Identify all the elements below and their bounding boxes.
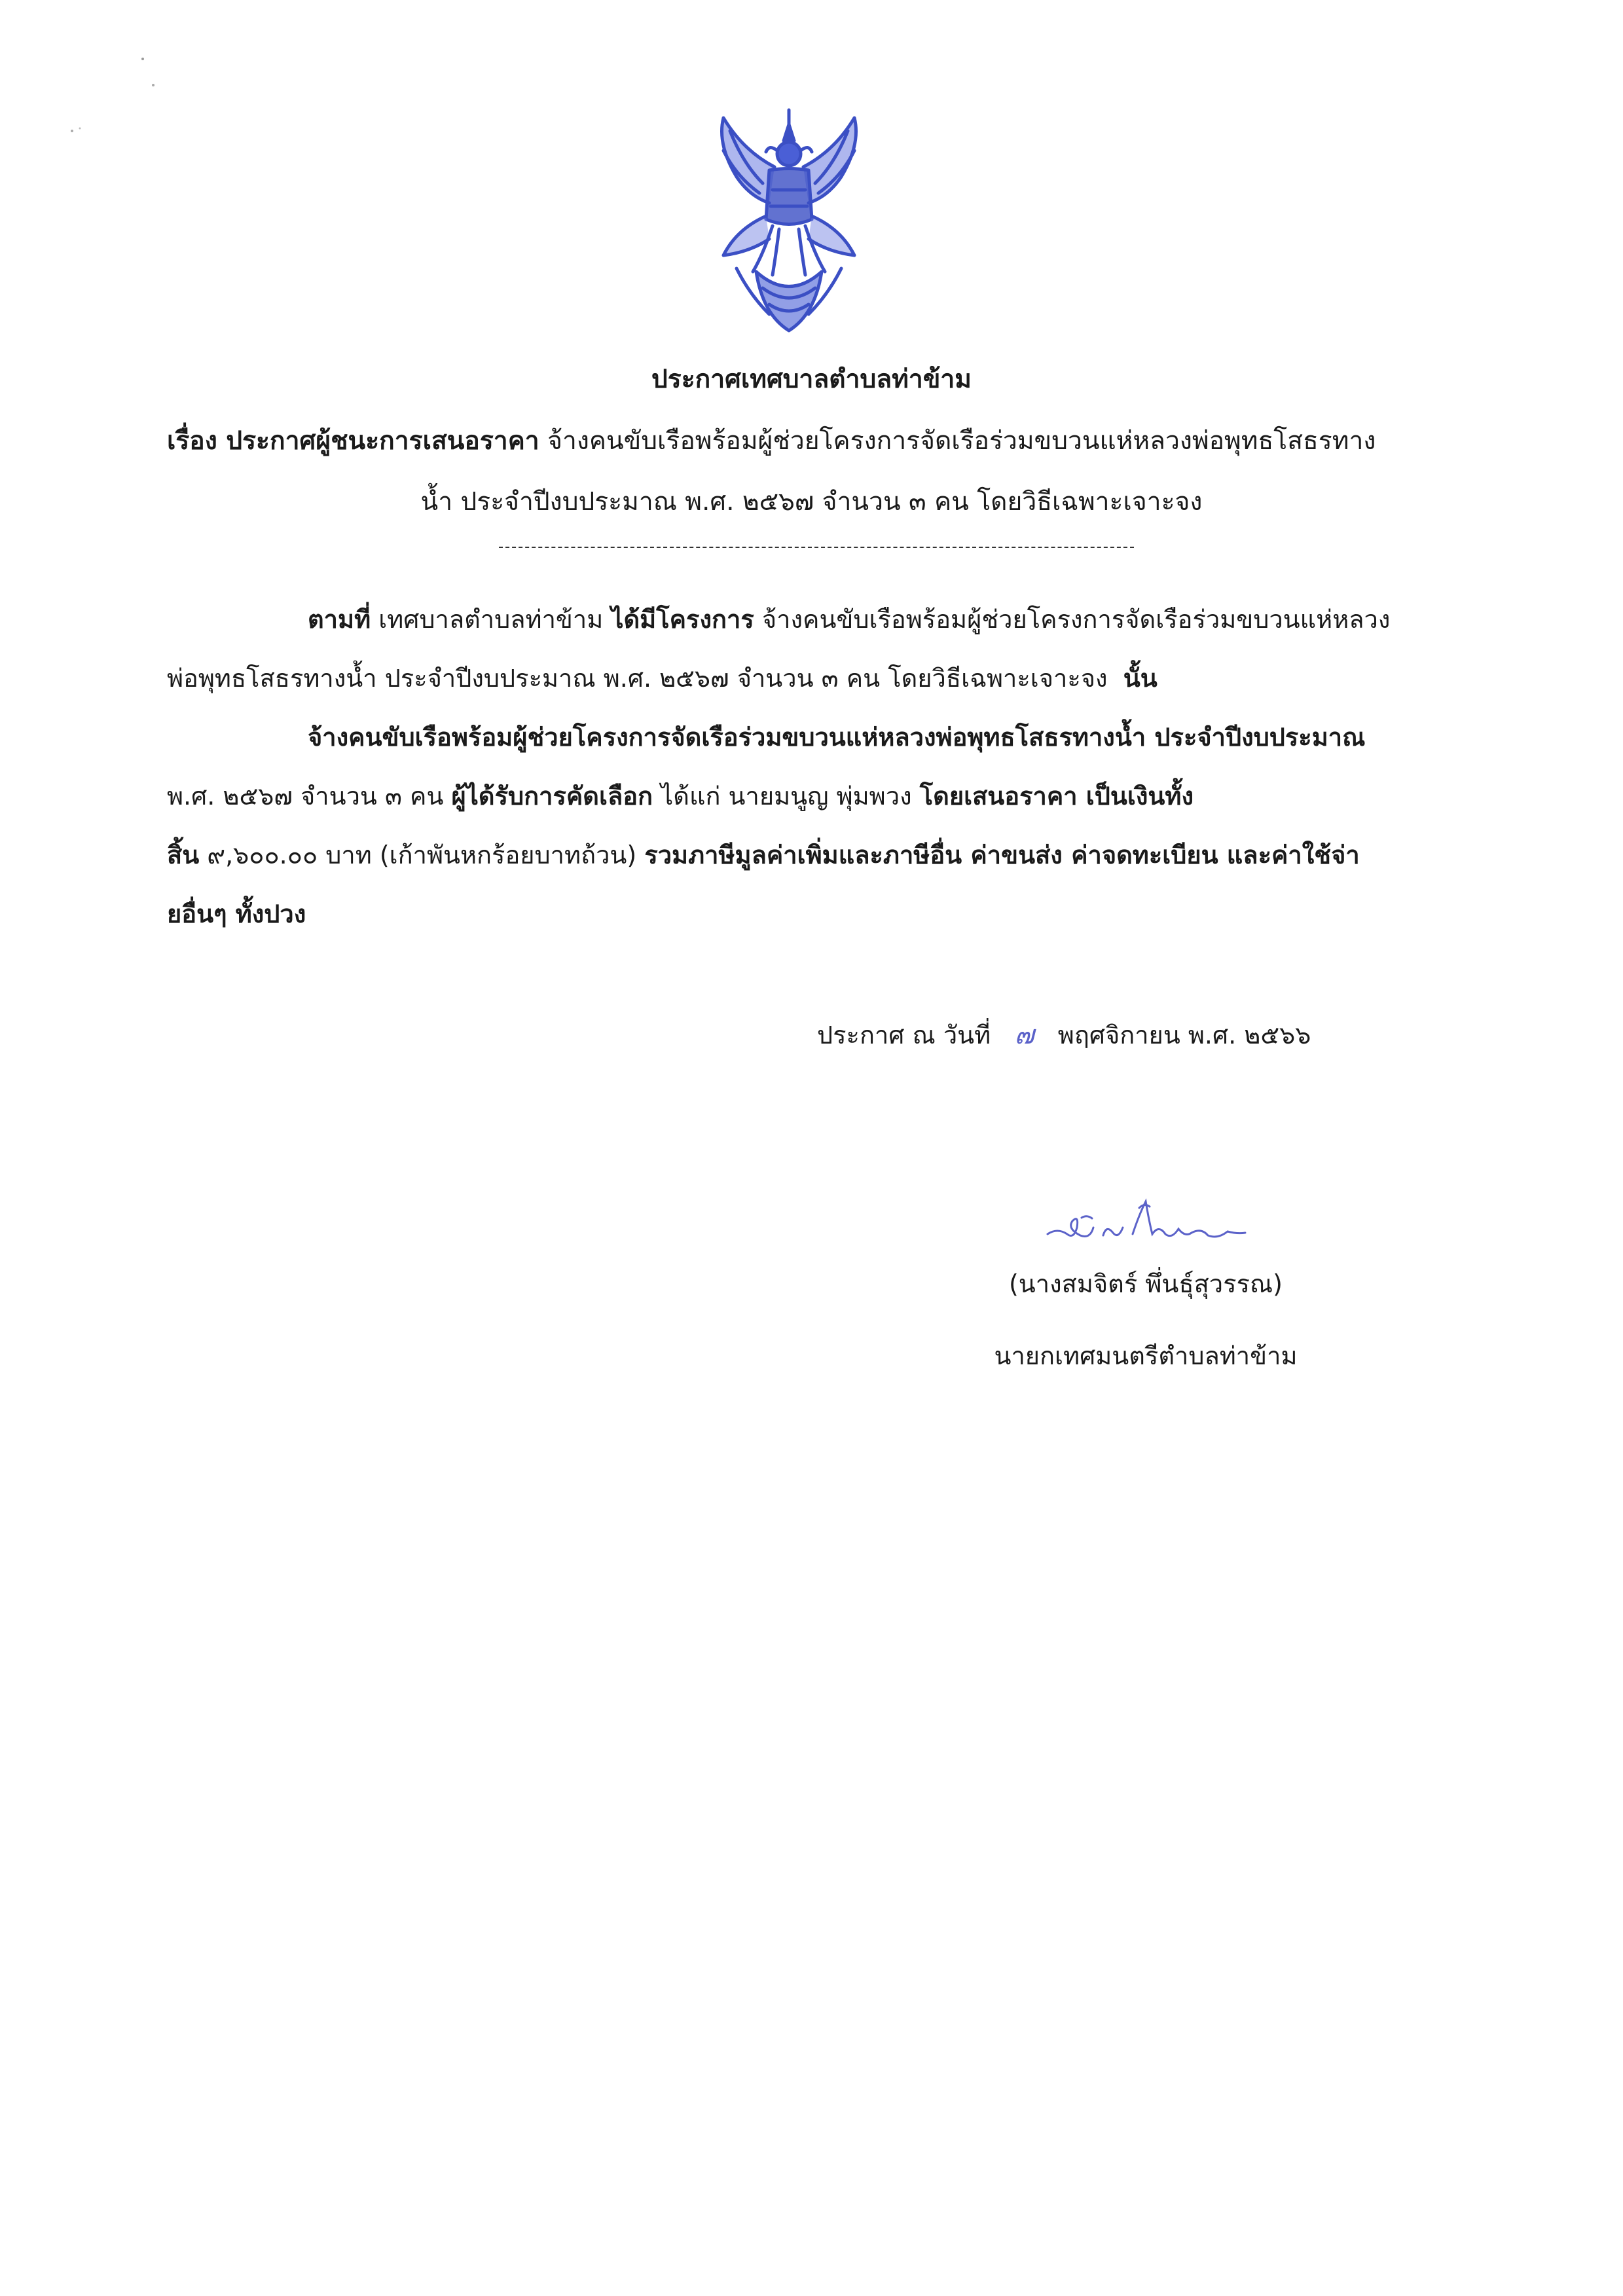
subject-label: เรื่อง ประกาศผู้ชนะการเสนอราคา: [167, 426, 539, 456]
date-prefix: ประกาศ ณ วันที่: [817, 1021, 991, 1049]
paragraph-2-line-4: ยอื่นๆ ทั้งปวง: [167, 900, 306, 928]
p1-project: จ้างคนขับเรือพร้อมผู้ช่วยโครงการจัดเรือร่วมขบวนแห่หลวง: [761, 605, 1391, 634]
p2-amount: ๙,๖๐๐.๐๐ บาท (เก้าพันหกร้อยบาทถ้วน): [207, 841, 637, 869]
p2-selected-label: ผู้ได้รับการคัดเลือก: [451, 782, 653, 811]
handwritten-signature: [1041, 1188, 1250, 1247]
p2-year: พ.ศ. ๒๕๖๗ จำนวน ๓ คน: [167, 782, 444, 811]
p1-agency: เทศบาลตำบลท่าข้าม: [378, 605, 604, 634]
p1-project-cont: พ่อพุทธโสธรทางน้ำ ประจำปีงบประมาณ พ.ศ. ๒๕๖๗ จำนวน ๓ คน โดยวิธีเฉพาะเจาะจง: [167, 664, 1108, 693]
p2-winner: ได้แก่ นายมนูญ พุ่มพวง: [661, 782, 912, 811]
p2-total-label: สิ้น: [167, 841, 200, 869]
signatory-position: นายกเทศมนตรีตำบลท่าข้าม: [994, 1341, 1298, 1370]
date-suffix: พฤศจิกายน พ.ศ. ๒๕๖๖: [1057, 1021, 1311, 1049]
separator-rule: [499, 547, 1134, 548]
subject-text-1: จ้างคนขับเรือพร้อมผู้ช่วยโครงการจัดเรือร่วมขบวนแห่หลวงพ่อพุทธโสธรทาง: [547, 426, 1376, 456]
paragraph-2-line-3: [167, 835, 1360, 875]
paragraph-1-line-2: [167, 658, 1158, 698]
p2-offer-label: โดยเสนอราคา เป็นเงินทั้ง: [919, 782, 1194, 811]
signatory-name: (นางสมจิตร์ พึ่นธุ์สุวรรณ): [1008, 1269, 1283, 1298]
subject-line-2: น้ำ ประจำปีงบประมาณ พ.ศ. ๒๕๖๗ จำนวน ๓ คน โดยวิธีเฉพาะเจาะจง: [420, 487, 1203, 517]
paragraph-2-line-1: จ้างคนขับเรือพร้อมผู้ช่วยโครงการจัดเรือร่วมขบวนแห่หลวงพ่อพุทธโสธรทางน้ำ ประจำปีงบประมาณ: [308, 723, 1366, 752]
p1-term-3: นั้น: [1123, 664, 1158, 693]
p2-inclusions: รวมภาษีมูลค่าเพิ่มและภาษีอื่น ค่าขนส่ง ค่าจดทะเบียน และค่าใช้จ่า: [644, 841, 1360, 869]
issuer-heading: ประกาศเทศบาลตำบลท่าข้าม: [651, 365, 972, 394]
announcement-date: [817, 1013, 1311, 1055]
subject-line-1: [167, 420, 1376, 461]
paragraph-1-line-1: [308, 599, 1390, 639]
p1-term-1: ตามที่: [308, 605, 371, 634]
paragraph-2-line-2: [167, 776, 1194, 816]
date-day-handwritten: ๗: [1014, 1020, 1034, 1050]
garuda-emblem: [697, 105, 881, 347]
p1-term-2: ได้มีโครงการ: [611, 605, 754, 634]
